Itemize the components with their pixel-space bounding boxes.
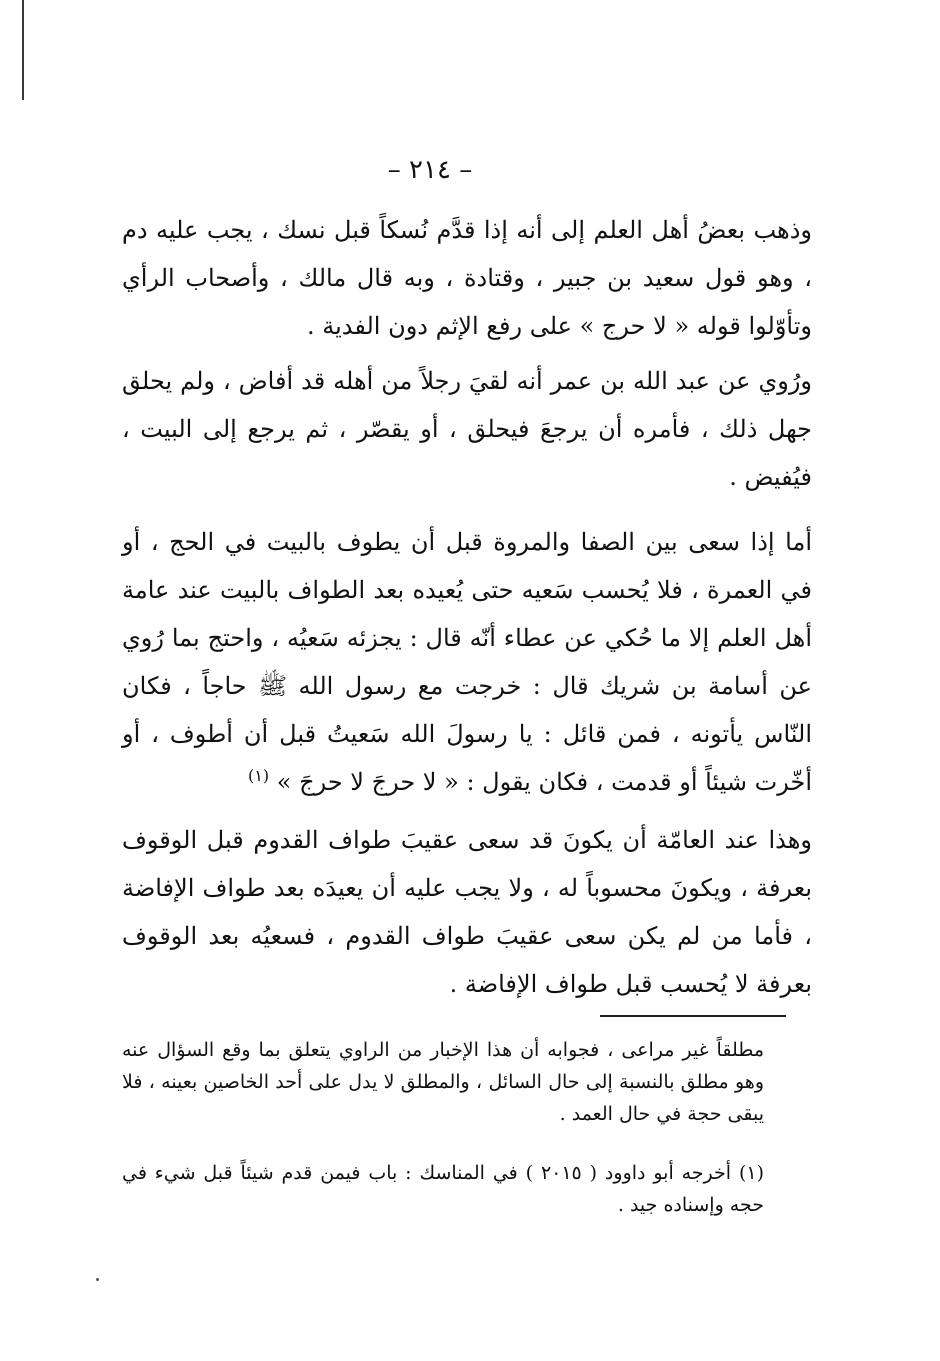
paragraph-1-text: وذهب بعضُ أهل العلم إلى أنه إذا قدَّم نُسكاً قبل نسك ، يجب عليه دم ، وهو قول سعيد بن جبير ، وقتادة ، وبه قال مالك ، وأصحاب الرأي وتأوّلوا قوله « لا حرج » على رفع الإثم دون الفدية . bbox=[122, 216, 812, 340]
paragraph-3-text: أما إذا سعى بين الصفا والمروة قبل أن يطوف بالبيت في الحج ، أو في العمرة ، فلا يُحسب سَعيه حتى يُعيده بعد الطواف بالبيت عند عامة أهل العلم إلا ما حُكي عن عطاء أنّه قال : يجزئه سَعيُه ، واحتج بما رُوي عن أسامة بن شريك قال : خرجت مع رسول الله ﷺ حاجاً ، فكان النّاس يأتونه ، فمن قائل : يا رسولَ الله سَعيتُ قبل أن أطوف ، أو أخّرت شيئاً أو قدمت ، فكان يقول : « لا حرجَ لا حرجَ » bbox=[122, 528, 812, 796]
paragraph-3 bbox=[122, 518, 812, 806]
paragraph-2 bbox=[122, 357, 812, 501]
binding-edge-line bbox=[22, 0, 24, 100]
footnote-continuation-text: مطلقاً غير مراعى ، فجوابه أن هذا الإخبار من الراوي يتعلق بما وقع السؤال عنه وهو مطلق بالنسبة إلى حال السائل ، والمطلق لا يدل على أحد الخاصين بعينه ، فلا يبقى حجة في حال العمد . bbox=[122, 1039, 765, 1125]
page-number: – ٢١٤ – bbox=[387, 155, 473, 185]
paragraph-3-body bbox=[122, 518, 812, 806]
footnote-marker: (١) bbox=[248, 766, 270, 785]
footnote-1 bbox=[122, 1157, 764, 1221]
paragraph-2-text: ورُوي عن عبد الله بن عمر أنه لقيَ رجلاً من أهله قد أفاض ، ولم يحلق جهل ذلك ، فأمره أن يرجعَ فيحلق ، أو يقصّر ، ثم يرجع إلى البيت ، فيُفيض . bbox=[122, 367, 813, 491]
footnote-divider bbox=[600, 1015, 786, 1017]
paragraph-4-text: وهذا عند العامّة أن يكونَ قد سعى عقيبَ طواف القدوم قبل الوقوف بعرفة ، ويكونَ محسوباً له ، ولا يجب عليه أن يعيدَه بعد طواف الإفاضة ، فأما من لم يكن سعى عقيبَ طواف القدوم ، فسعيُه بعد الوقوف بعرفة لا يُحسب قبل طواف الإفاضة . bbox=[122, 826, 812, 998]
paragraph-4 bbox=[122, 816, 812, 1008]
paragraph-1 bbox=[122, 206, 812, 350]
footnote-1-text: (١) أخرجه أبو داوود ( ٢٠١٥ ) في المناسك : باب فيمن قدم شيئاً قبل شيء في حجه وإسناده جيد . bbox=[122, 1162, 764, 1216]
footnote-continuation bbox=[122, 1034, 764, 1130]
scan-speck bbox=[96, 1278, 99, 1281]
